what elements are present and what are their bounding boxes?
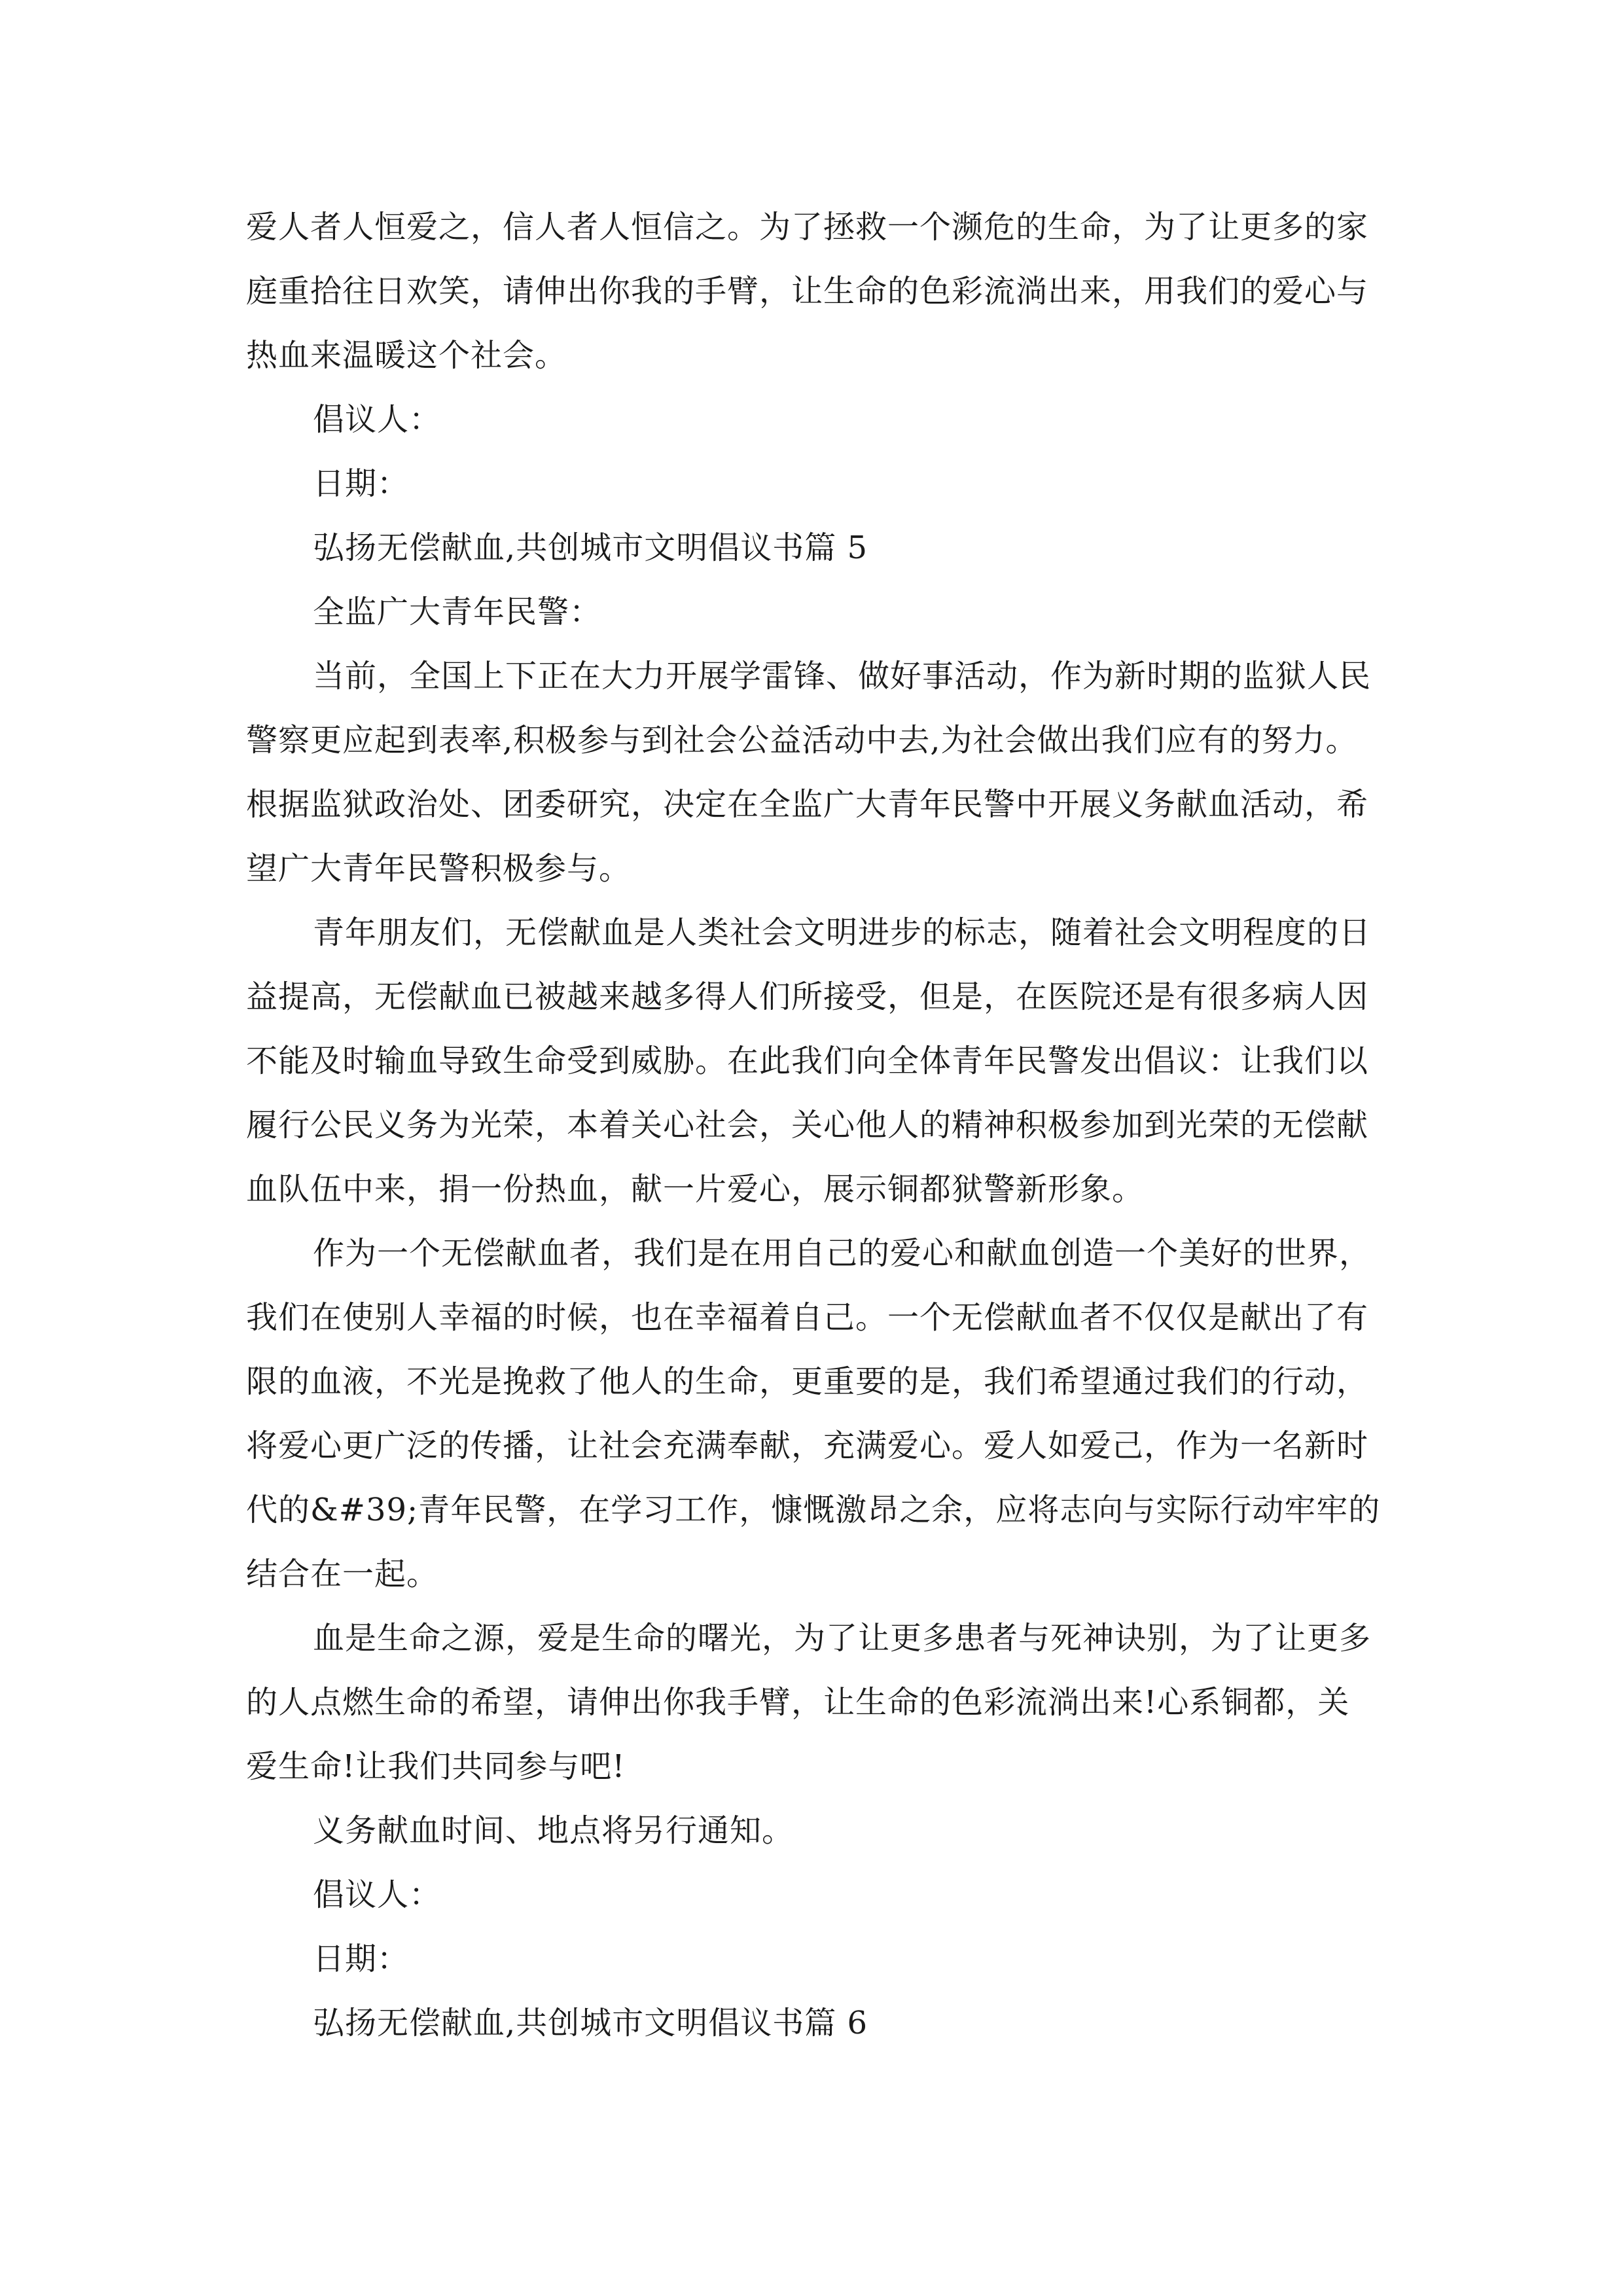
section-title: 弘扬无偿献血,共创城市文明倡议书篇 5 <box>313 529 868 566</box>
body-text-line: 爱人者人恒爱之，信人者人恒信之。为了拯救一个濒危的生命，为了让更多的家 <box>246 209 1369 245</box>
document-body <box>246 195 1381 2055</box>
body-text-line: 限的血液，不光是挽救了他人的生命，更重要的是，我们希望通过我们的行动， <box>246 1363 1369 1400</box>
date-label: 日期： <box>313 1941 410 1977</box>
body-text-line: 爱生命!让我们共同参与吧! <box>246 1748 626 1785</box>
body-text-line: 我们在使别人幸福的时候，也在幸福着自己。一个无偿献血者不仅仅是献出了有 <box>246 1299 1369 1336</box>
salutation: 全监广大青年民警： <box>313 594 602 630</box>
body-text-line: 当前，全国上下正在大力开展学雷锋、做好事活动，作为新时期的监狱人民 <box>313 658 1372 694</box>
body-text-line: 警察更应起到表率,积极参与到社会公益活动中去,为社会做出我们应有的努力。 <box>246 722 1358 759</box>
body-text-line: 根据监狱政治处、团委研究，决定在全监广大青年民警中开展义务献血活动，希 <box>246 786 1369 823</box>
body-text-line: 热血来温暖这个社会。 <box>246 337 567 374</box>
proposer-label: 倡议人： <box>313 401 442 438</box>
body-text-line: 将爱心更广泛的传播，让社会充满奉献，充满爱心。爱人如爱己，作为一名新时 <box>246 1427 1369 1464</box>
body-text-line: 庭重拾往日欢笑，请伸出你我的手臂，让生命的色彩流淌出来，用我们的爱心与 <box>246 273 1369 310</box>
body-text-line: 结合在一起。 <box>246 1556 439 1592</box>
body-text-line: 不能及时输血导致生命受到威胁。在此我们向全体青年民警发出倡议：让我们以 <box>246 1043 1369 1079</box>
body-text-line: 血是生命之源，爱是生命的曙光，为了让更多患者与死神诀别，为了让更多 <box>313 1620 1372 1657</box>
body-text-line: 望广大青年民警积极参与。 <box>246 850 632 887</box>
date-label: 日期： <box>313 465 410 502</box>
proposer-label: 倡议人： <box>313 1876 442 1913</box>
body-text-line: 益提高，无偿献血已被越来越多得人们所接受，但是，在医院还是有很多病人因 <box>246 978 1369 1015</box>
body-text-line: 履行公民义务为光荣，本着关心社会，关心他人的精神积极参加到光荣的无偿献 <box>246 1107 1369 1143</box>
body-text-line: 作为一个无偿献血者，我们是在用自己的爱心和献血创造一个美好的世界， <box>313 1235 1372 1272</box>
notice-line: 义务献血时间、地点将另行通知。 <box>313 1812 794 1849</box>
section-title: 弘扬无偿献血,共创城市文明倡议书篇 6 <box>313 2005 868 2041</box>
body-text-line: 的人点燃生命的希望，请伸出你我手臂，让生命的色彩流淌出来!心系铜都，关 <box>246 1684 1350 1721</box>
body-text-line: 代的&#39;青年民警，在学习工作，慷慨激昂之余，应将志向与实际行动牢牢的 <box>246 1492 1381 1528</box>
body-text-line: 血队伍中来，捐一份热血，献一片爱心，展示铜都狱警新形象。 <box>246 1171 1145 1208</box>
body-text-line: 青年朋友们，无偿献血是人类社会文明进步的标志，随着社会文明程度的日 <box>313 914 1372 951</box>
